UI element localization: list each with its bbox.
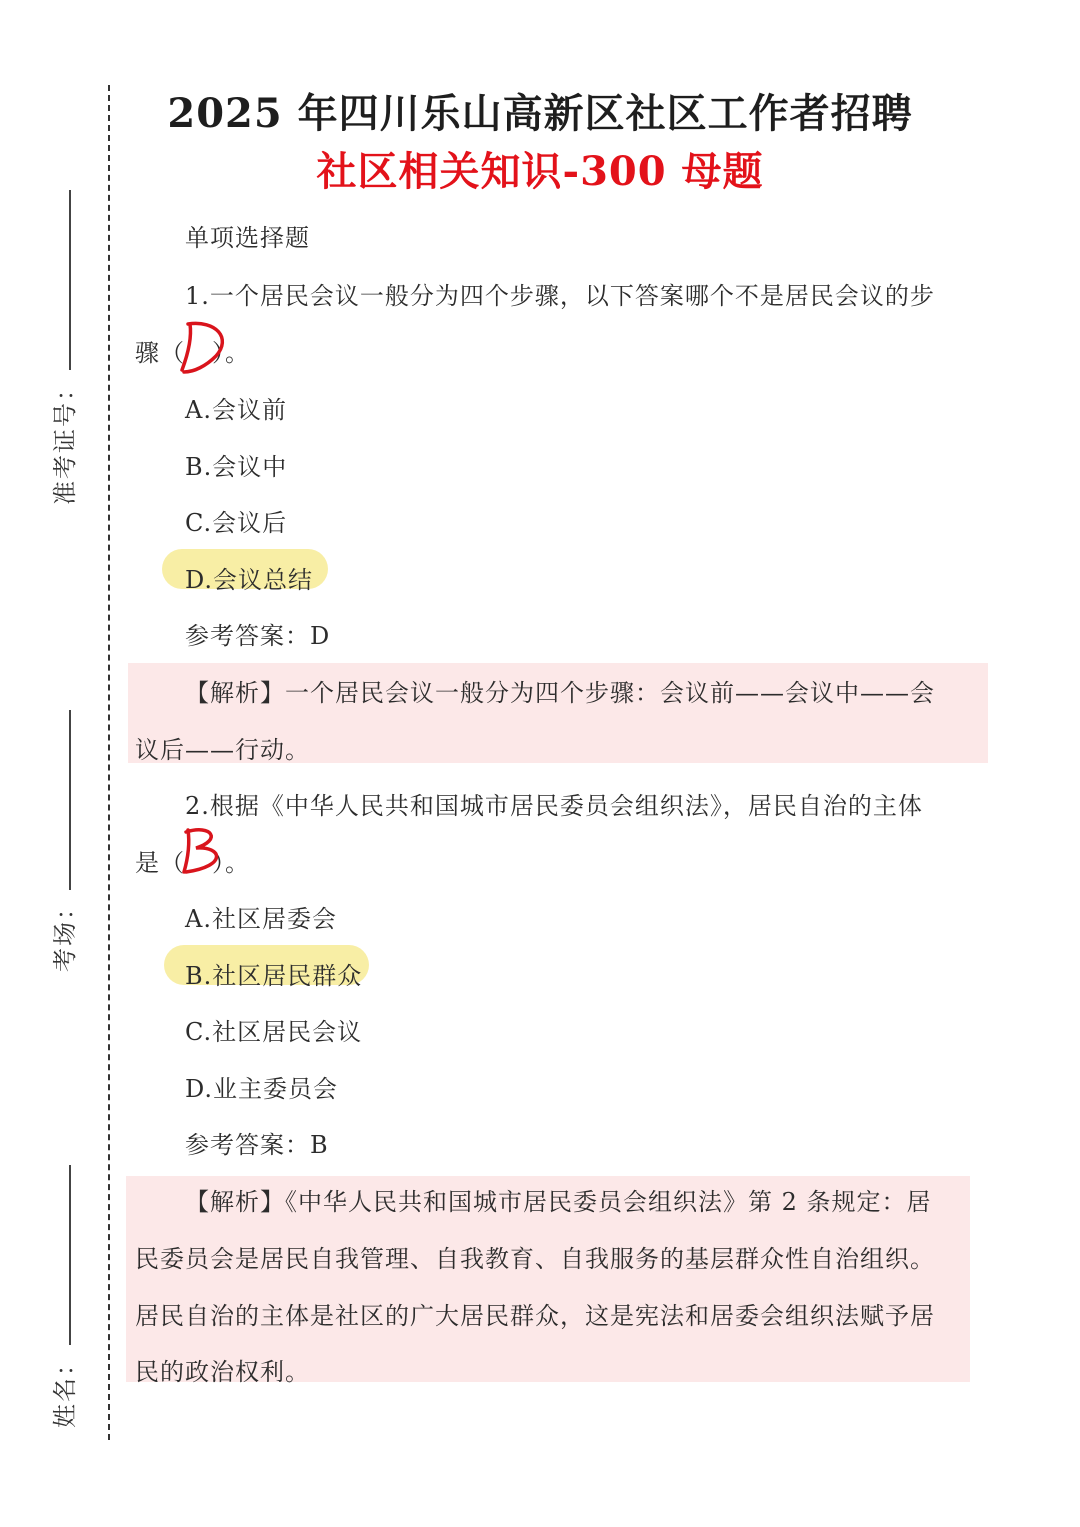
q1-option-d: D.会议总结 (185, 566, 314, 594)
q1-option-b: B.会议中 (185, 453, 288, 481)
q2-stem-line2-end: ）。 (212, 849, 250, 877)
q1-analysis-text1: 一个居民会议一般分为四个步骤：会议前——会议中——会 (285, 679, 935, 707)
q1-stem-line2-start: 骤（ (135, 339, 185, 367)
q1-stem-line1: 1.一个居民会议一般分为四个步骤，以下答案哪个不是居民会议的步 (185, 282, 935, 310)
q2-option-b: B.社区居民群众 (185, 962, 363, 990)
name-line (69, 1165, 71, 1345)
page-subtitle: 社区相关知识-300 母题 (316, 148, 764, 195)
q1-analysis-line2: 议后——行动。 (135, 736, 310, 764)
page-title: 2025 年四川乐山高新区社区工作者招聘 (167, 90, 913, 137)
q1-analysis-line1 (185, 673, 935, 708)
q2-option-d: D.业主委员会 (185, 1075, 339, 1103)
name-label: 姓名： (51, 1350, 79, 1428)
admission-number-label: 准考证号： (51, 375, 79, 505)
q2-stem-line1: 2.根据《中华人民共和国城市居民委员会组织法》，居民自治的主体 (185, 792, 923, 820)
section-heading: 单项选择题 (185, 224, 310, 252)
q2-handwritten-answer-mark (178, 826, 230, 876)
q1-analysis-tag: 【解析】 (185, 679, 285, 707)
admission-number-line (69, 190, 71, 370)
exam-room-line (69, 710, 71, 890)
q1-option-a: A.会议前 (185, 396, 287, 424)
q2-analysis-line1 (185, 1182, 932, 1217)
q2-reference-answer: 参考答案：B (185, 1131, 329, 1159)
q2-analysis-line4: 民的政治权利。 (135, 1358, 310, 1386)
exam-room-label: 考场： (51, 894, 79, 972)
binding-dashed-line (108, 85, 110, 1440)
q1-handwritten-answer-mark (176, 318, 232, 376)
q2-option-c: C.社区居民会议 (185, 1018, 363, 1046)
q2-analysis-line2: 民委员会是居民自我管理、自我教育、自我服务的基层群众性自治组织。 (135, 1245, 935, 1273)
q2-option-a: A.社区居委会 (185, 905, 337, 933)
q2-analysis-tag: 【解析】 (185, 1188, 285, 1216)
q2-stem-line2-start: 是（ (135, 849, 185, 877)
q1-option-c: C.会议后 (185, 509, 288, 537)
q1-reference-answer: 参考答案：D (185, 622, 331, 650)
q1-stem-line2-end: ）。 (212, 339, 250, 367)
q2-analysis-line3: 居民自治的主体是社区的广大居民群众，这是宪法和居委会组织法赋予居 (135, 1302, 935, 1330)
q2-analysis-text1: 《中华人民共和国城市居民委员会组织法》第 2 条规定：居 (285, 1188, 932, 1216)
